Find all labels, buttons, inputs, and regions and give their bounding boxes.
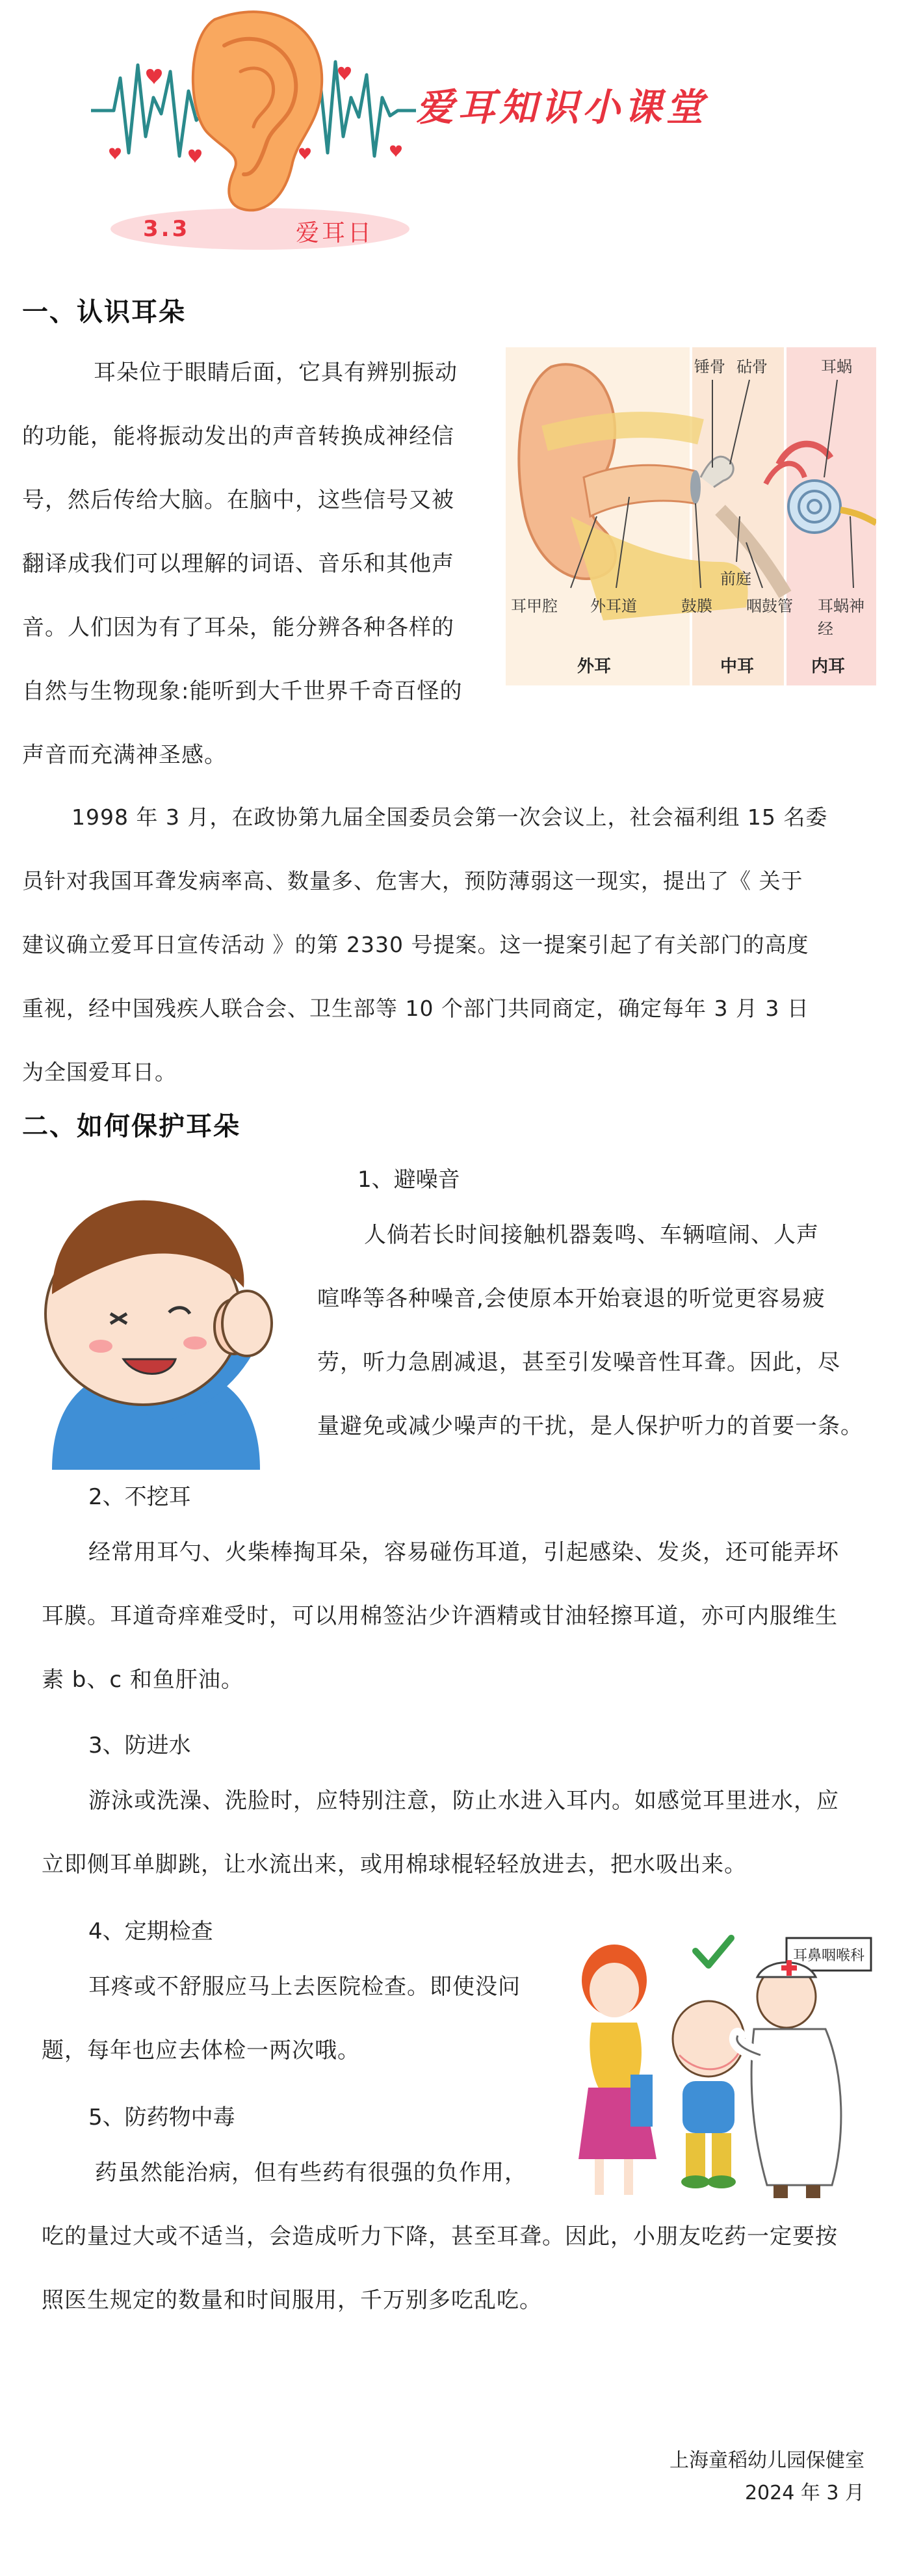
- history-line: 1998 年 3 月，在政协第九届全国委员会第一次会议上，社会福利组 15 名委: [72, 804, 828, 830]
- intro-line: 耳朵位于眼睛后面，它具有辨别振动: [94, 360, 458, 386]
- diagram-label-eardrum: 鼓膜: [681, 597, 712, 615]
- tip-2-line: 素 b、c 和鱼肝油。: [42, 1667, 244, 1693]
- clinic-sign: 耳鼻咽喉科: [792, 1948, 864, 1964]
- intro-paragraph: [22, 341, 503, 787]
- tip-1-line: 劳，听力急剧减退，甚至引发噪音性耳聋。因此，尽: [317, 1349, 840, 1375]
- footer-org: 上海童稻幼儿园保健室: [670, 2449, 864, 2472]
- tip-3-body: [42, 1769, 887, 1896]
- tip-2-body: [42, 1520, 887, 1712]
- tip-4-line: 耳疼或不舒服应马上去医院检查。即使没问: [88, 1974, 521, 2000]
- intro-line: 音。人们因为有了耳朵，能分辨各种各样的: [22, 615, 454, 641]
- tip-5-title: 5、防药物中毒: [88, 2105, 235, 2131]
- tip-4-title: 4、定期检查: [88, 1919, 213, 1945]
- diagram-label-hammer: 锤骨: [694, 358, 725, 376]
- diagram-label-canal: 外耳道: [590, 597, 637, 615]
- tip-1-line: 喧哗等各种噪音,会使原本开始衰退的听觉更容易疲: [317, 1286, 826, 1312]
- tip-3-line: 立即侧耳单脚跳，让水流出来，或用棉球棍轻轻放进去，把水吸出来。: [42, 1852, 747, 1878]
- tip-3-title: 3、防进水: [88, 1733, 191, 1759]
- header-banner: [0, 0, 897, 260]
- intro-line: 声音而充满神圣感。: [22, 742, 227, 768]
- diagram-label-vestibule: 前庭: [720, 570, 751, 588]
- history-line: 建议确立爱耳日宣传活动 》的第 2330 号提案。这一提案引起了有关部门的高度: [22, 932, 809, 957]
- intro-line: 翻译成我们可以理解的词语、音乐和其他声: [22, 551, 454, 577]
- diagram-zone-inner: 内耳: [811, 657, 846, 676]
- banner-day-name: 爱耳日: [296, 220, 374, 246]
- tip-1-line: 人倘若长时间接触机器轰鸣、车辆喧闹、人声: [364, 1222, 819, 1248]
- diagram-label-cochlea: 耳蜗: [821, 358, 852, 376]
- tip-2-line: 耳膜。耳道奇痒难受时，可以用棉签沾少许酒精或甘油轻擦耳道，亦可内服维生: [42, 1603, 838, 1629]
- tip-1-title: 1、避噪音: [358, 1167, 460, 1193]
- tip-5-line: 药虽然能治病，但有些药有很强的负作用，: [95, 2160, 527, 2186]
- ear-anatomy-diagram: [506, 347, 876, 685]
- diagram-label-nerve: 耳蜗神经: [818, 597, 864, 638]
- intro-line: 的功能，能将振动发出的声音转换成神经信: [22, 423, 454, 449]
- diagram-label-tube: 咽鼓管: [746, 597, 793, 615]
- history-line: 员针对我国耳聋发病率高、数量多、危害大，预防薄弱这一现实，提出了《 关于: [22, 868, 803, 894]
- footer-date: 2024 年 3 月: [744, 2482, 864, 2504]
- banner-title: 爱耳知识小课堂: [416, 85, 708, 129]
- diagram-zone-outer: 外耳: [577, 657, 612, 676]
- tip-4-body: [42, 1955, 562, 2082]
- tip-1-line: 量避免或减少噪声的干扰，是人保护听力的首要一条。: [317, 1413, 863, 1439]
- tip-2-title: 2、不挖耳: [88, 1484, 191, 1510]
- diagram-label-auricle: 耳甲腔: [511, 597, 558, 615]
- tip-4-line: 题，每年也应去体检一两次哦。: [42, 2038, 360, 2064]
- tip-5-line: 吃的量过大或不适当，会造成听力下降，甚至耳聋。因此，小朋友吃药一定要按: [42, 2224, 838, 2250]
- section-heading-protect-ears: 二、如何保护耳朵: [22, 1111, 240, 1141]
- banner-date: 3.3: [143, 216, 190, 242]
- section-heading-know-ears: 一、认识耳朵: [22, 297, 186, 327]
- intro-line: 号，然后传给大脑。在脑中，这些信号又被: [22, 487, 454, 513]
- tip-3-line: 游泳或洗澡、洗脸时，应特别注意，防止水进入耳内。如感觉耳里进水，应: [88, 1788, 839, 1814]
- intro-line: 自然与生物现象:能听到大千世界千奇百怪的: [22, 678, 463, 704]
- diagram-label-anvil: 砧骨: [736, 358, 768, 376]
- tip-1-body: [317, 1203, 883, 1458]
- tip-5-line: 照医生规定的数量和时间服用，千万别多吃乱吃。: [42, 2287, 542, 2313]
- diagram-zone-middle: 中耳: [720, 657, 755, 676]
- boy-covering-ears-illustration: [13, 1164, 299, 1470]
- ear-checkup-illustration: [572, 1925, 878, 2205]
- tip-2-line: 经常用耳勺、火柴棒掏耳朵，容易碰伤耳道，引起感染、发炎，还可能弄坏: [88, 1539, 839, 1565]
- history-line: 重视，经中国残疾人联合会、卫生部等 10 个部门共同商定，确定每年 3 月 3 日: [22, 996, 809, 1021]
- history-line: 为全国爱耳日。: [22, 1059, 177, 1085]
- history-paragraph: [22, 786, 880, 1104]
